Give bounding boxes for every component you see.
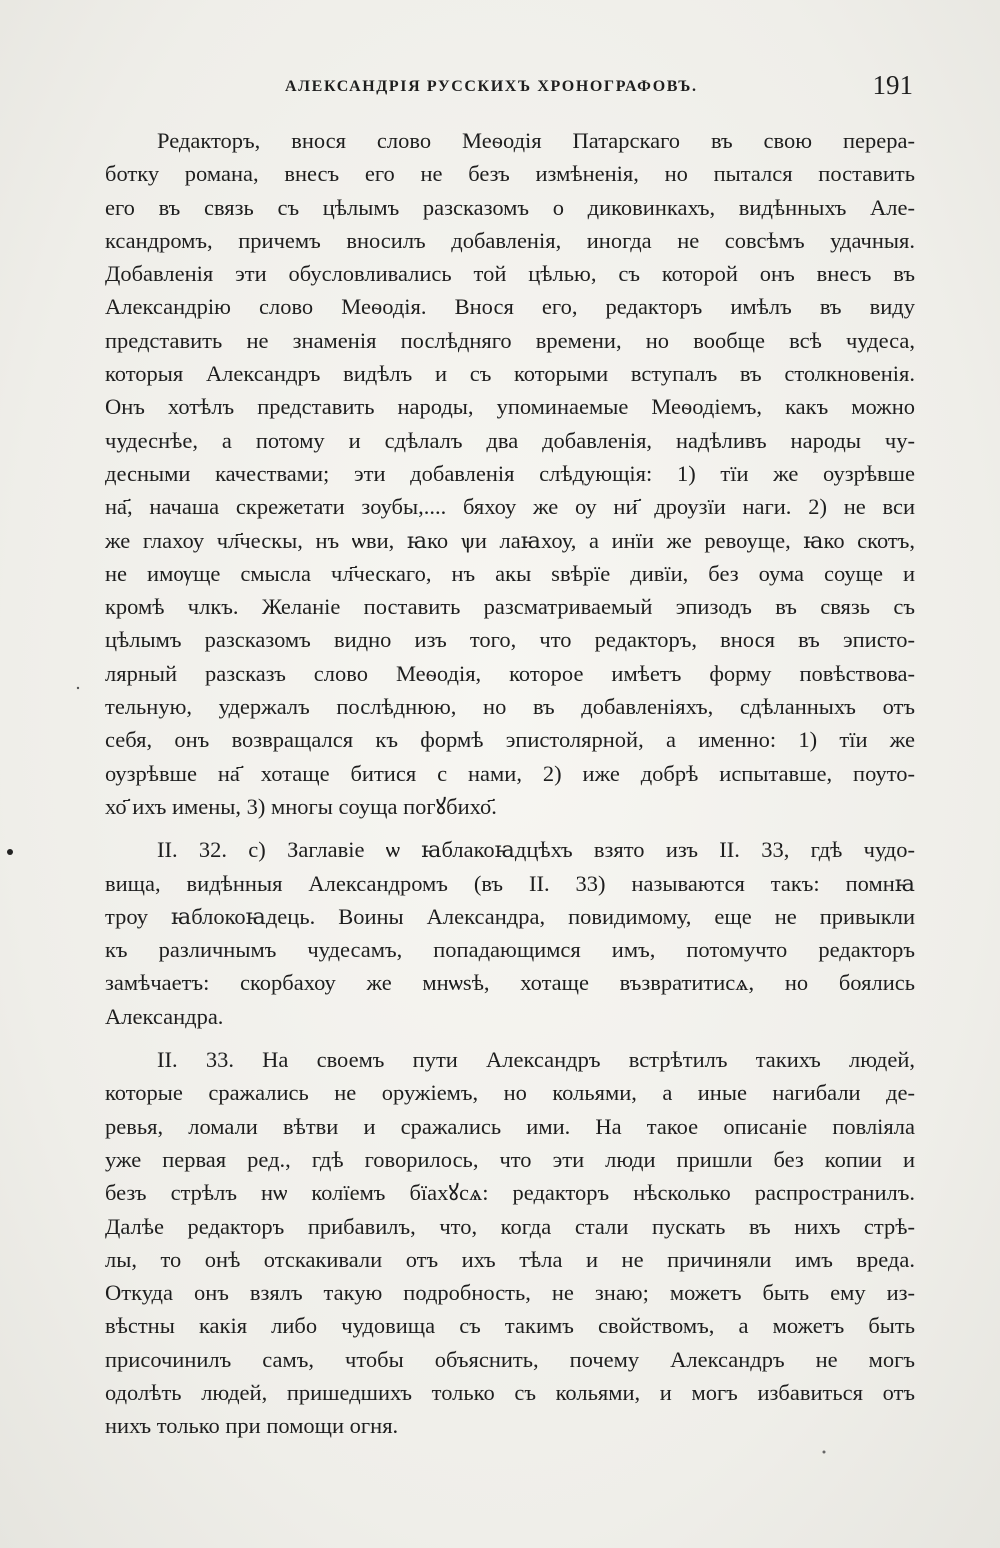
text-line: присочинилъ самъ, чтобы объяснить, почему Александръ не могъ xyxy=(105,1346,915,1372)
text-line: ревья, ломали вѣтви и сражались ими. На такое описаніе повліяла xyxy=(105,1113,915,1139)
text-line: безъ стрѣлъ нѡ колїемъ бїахꙋсѧ: редакторъ нѣсколько распространилъ. xyxy=(105,1180,915,1206)
text-line: нихъ только при помощи огня. xyxy=(105,1413,399,1439)
text-line: Добавленія эти обусловливались той цѣлью, съ которой онъ внесъ въ xyxy=(105,261,915,287)
text-line: цѣлымъ разсказомъ видно изъ того, что редакторъ, внося въ эписто- xyxy=(105,627,915,653)
text-line: II. 32. c) Заглавіе ѡ ꙗблакоꙗдцѣхъ взято изъ II. 33, гдѣ чудо- xyxy=(157,837,915,863)
text-line: вища, видѣнныя Александромъ (въ II. 33) называются такъ: помнꙗ xyxy=(105,870,915,896)
text-line: троу ꙗблокоꙗдець. Воины Александра, повидимому, еще не привыкли xyxy=(105,903,915,929)
text-line: вѣстны какія либо чудовища съ такимъ свойствомъ, а можетъ быть xyxy=(105,1313,915,1339)
text-line: Александрію слово Меѳодія. Внося его, редакторъ имѣлъ въ виду xyxy=(105,294,915,320)
text-line: представить не знаменія послѣдняго времени, но вообще всѣ чудеса, xyxy=(105,327,915,353)
text-line: одолѣть людей, пришедшихъ только съ кольями, и могъ избавиться отъ xyxy=(105,1379,915,1405)
text-line: Онъ хотѣлъ представить народы, упоминаемые Меѳодіемъ, какъ можно xyxy=(105,394,915,420)
text-line: на҃, начаша скрежетати зоубы,.... бяхоу же оу ни҃ дроузїи наги. 2) не вси xyxy=(105,494,915,520)
text-line: Александра. xyxy=(105,1003,224,1029)
text-line: не имѹще смысла чл҃ческаго, нъ акы ѕвѣрїе дивїи, без оума соуще и xyxy=(105,560,915,586)
ink-speck xyxy=(77,687,79,689)
text-line: оузрѣвше на҃ хотаще битися с нами, 2) иже добрѣ испытавше, поуто- xyxy=(105,760,915,786)
paragraph-2 xyxy=(105,833,915,1033)
text-line: II. 33. На своемъ пути Александръ встрѣтилъ такихъ людей, xyxy=(157,1047,915,1073)
text-line: къ различнымъ чудесамъ, попадающимся имъ, потомучто редакторъ xyxy=(105,937,915,963)
page-number: 191 xyxy=(872,70,913,100)
ink-speck xyxy=(823,1451,826,1454)
page-body xyxy=(105,124,915,1443)
paragraph-3 xyxy=(105,1043,915,1443)
text-line: Редакторъ, внося слово Меѳодія Патарскаго въ свою перера- xyxy=(157,128,915,153)
text-line: Далѣе редакторъ прибавилъ, что, когда стали пускать въ нихъ стрѣ- xyxy=(105,1213,915,1239)
text-line: Откуда онъ взялъ такую подробность, не знаю; можетъ быть ему из- xyxy=(105,1280,915,1306)
text-line: ксандромъ, причемъ вносилъ добавленія, иногда не совсѣмъ удачныя. xyxy=(105,227,915,253)
text-line: которые сражались не оружіемъ, но кольями, а иные нагибали де- xyxy=(105,1080,915,1106)
paragraph-1 xyxy=(105,124,915,823)
text-line: десными качествами; эти добавленія слѣдующія: 1) тїи же оузрѣвше xyxy=(105,460,915,486)
text-line: уже первая ред., гдѣ говорилось, что эти люди пришли без копии и xyxy=(105,1146,915,1172)
page-header xyxy=(105,68,913,108)
text-line: кромѣ члкъ. Желаніе поставить разсматриваемый эпизодъ въ связь съ xyxy=(105,594,915,620)
text-line: замѣчаетъ: скорбахоу же мнѡѕѣ, хотаще възвратитисѧ, но боялись xyxy=(105,970,915,996)
text-line: себя, онъ возвращался къ формѣ эпистолярной, а именно: 1) тїи же xyxy=(105,727,915,753)
running-title: АЛЕКСАНДРІЯ РУССКИХЪ ХРОНОГРАФОВЪ. xyxy=(285,78,698,95)
text-line: ботку романа, внесъ его не безъ измѣненія, но пытался поставить xyxy=(105,161,915,187)
text-line: хо҃ ихъ имены, 3) многы соуща погꙋбихо҃. xyxy=(105,793,497,819)
text-line: чудеснѣе, а потому и сдѣлалъ два добавленія, надѣливъ народы чу- xyxy=(105,427,915,453)
text-line: же глахоу чл҃ческы, нъ ѡви, ꙗко ѱи лаꙗхоу, а инїи же ревоуще, ꙗко скотъ, xyxy=(105,527,915,553)
text-line: тельную, удержалъ послѣднюю, но въ добавленіяхъ, сдѣланныхъ отъ xyxy=(105,694,915,720)
text-line: лярный разсказъ слово Меѳодія, которое имѣетъ форму повѣствова- xyxy=(105,660,915,686)
text-line: лы, то онѣ отскакивали отъ ихъ тѣла и не причиняли имъ вреда. xyxy=(105,1246,915,1272)
text-line: которыя Александръ видѣлъ и съ которыми вступалъ въ столкновенія. xyxy=(105,361,915,387)
ink-speck xyxy=(7,849,13,855)
text-line: его въ связь съ цѣлымъ разсказомъ о диковинкахъ, видѣнныхъ Але- xyxy=(105,194,915,220)
